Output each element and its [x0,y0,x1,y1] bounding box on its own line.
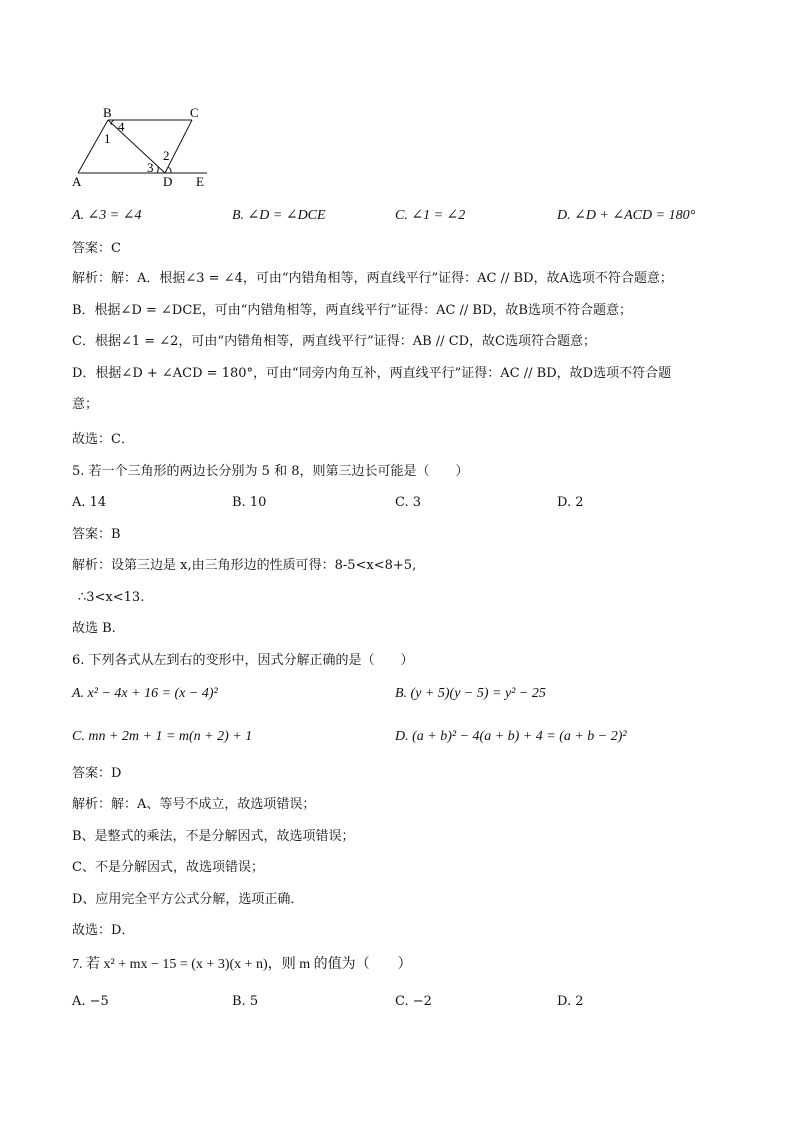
q7-option-c: C. −2 [395,994,432,1009]
label-B: B [103,105,112,120]
q7-question: 7. 若 x² + mx − 15 = (x + 3)(x + n)，则 m 的值为（ ） [72,957,412,972]
angle-label-2: 2 [163,148,170,163]
q6-option-a: A. x² − 4x + 16 = (x − 4)² [72,686,218,701]
label-E: E [196,174,204,189]
q7-option-a: A. −5 [72,994,109,1009]
q6-analysis-line-3: C、不是分解因式，故选项错误； [72,860,264,875]
q5-choice: 故选 B. [72,621,116,636]
parallelogram-figure [70,100,230,195]
q5-option-b: B. 10 [232,495,267,510]
label-A: A [72,174,82,189]
q6-analysis-line-4: D、应用完全平方公式分解，选项正确． [72,892,304,907]
segment-AB [78,120,108,173]
q6-choice: 故选：D． [72,923,135,938]
q6-question: 6. 下列各式从左到右的变形中，因式分解正确的是（ ） [72,653,414,668]
angle-arc-3 [157,167,158,173]
q4-answer: 答案：C [72,241,121,256]
q4-analysis-line-2: B．根据∠D = ∠DCE，可由“内错角相等，两直线平行”证得：AC // BD，故B选项不符合题意； [72,303,632,318]
q6-analysis-line-2: B、是整式的乘法，不是分解因式，故选项错误； [72,829,355,844]
q6-option-d: D. (a + b)² − 4(a + b) + 4 = (a + b − 2)² [395,729,627,744]
q4-analysis-line-1: 解析：解：A．根据∠3 = ∠4，可由“内错角相等，两直线平行”证得：AC // BD，故A选项不符合题意； [72,271,673,286]
q5-option-c: C. 3 [395,495,422,510]
q6-option-c: C. mn + 2m + 1 = m(n + 2) + 1 [72,729,253,744]
q6-analysis-line-1: 解析：解：A、等号不成立，故选项错误； [72,797,316,812]
q4-analysis-line-5: 意； [72,397,99,412]
segment-CD [165,120,192,173]
segment-BD [108,120,165,173]
q4-option-b: B. ∠D = ∠DCE [232,208,326,223]
q5-answer: 答案：B [72,527,121,542]
angle-label-3: 3 [147,160,154,175]
q4-option-d: D. ∠D + ∠ACD = 180° [557,208,696,223]
q4-analysis-line-3: C．根据∠1 = ∠2，可由“内错角相等，两直线平行”证得：AB // CD，故C选项符合题意； [72,334,597,349]
angle-label-4: 4 [118,119,125,134]
q6-option-b: B. (y + 5)(y − 5) = y² − 25 [395,686,546,701]
q4-option-c: C. ∠1 = ∠2 [395,208,466,223]
q4-analysis-line-4: D．根据∠D + ∠ACD = 180°，可由“同旁内角互补，两直线平行”证得：AC // BD，故D选项不符合题 [72,366,672,381]
angle-label-1: 1 [104,131,111,146]
q5-option-d: D. 2 [557,495,584,510]
angle-arc-2 [168,167,171,173]
q5-option-a: A. 14 [72,495,107,510]
label-C: C [190,105,199,120]
q5-analysis-line-2: ∴3<x<13. [78,590,145,605]
label-D: D [163,174,173,189]
q5-analysis-line-1: 解析：设第三边是 x,由三角形边的性质可得：8-5<x<8+5, [72,558,417,573]
q6-answer: 答案：D [72,766,122,781]
q7-option-b: B. 5 [232,994,259,1009]
q4-option-a: A. ∠3 = ∠4 [72,208,142,223]
q5-question: 5. 若一个三角形的两边长分别为 5 和 8，则第三边长可能是（ ） [72,464,469,479]
q7-option-d: D. 2 [557,994,584,1009]
q4-choice: 故选：C． [72,432,134,447]
